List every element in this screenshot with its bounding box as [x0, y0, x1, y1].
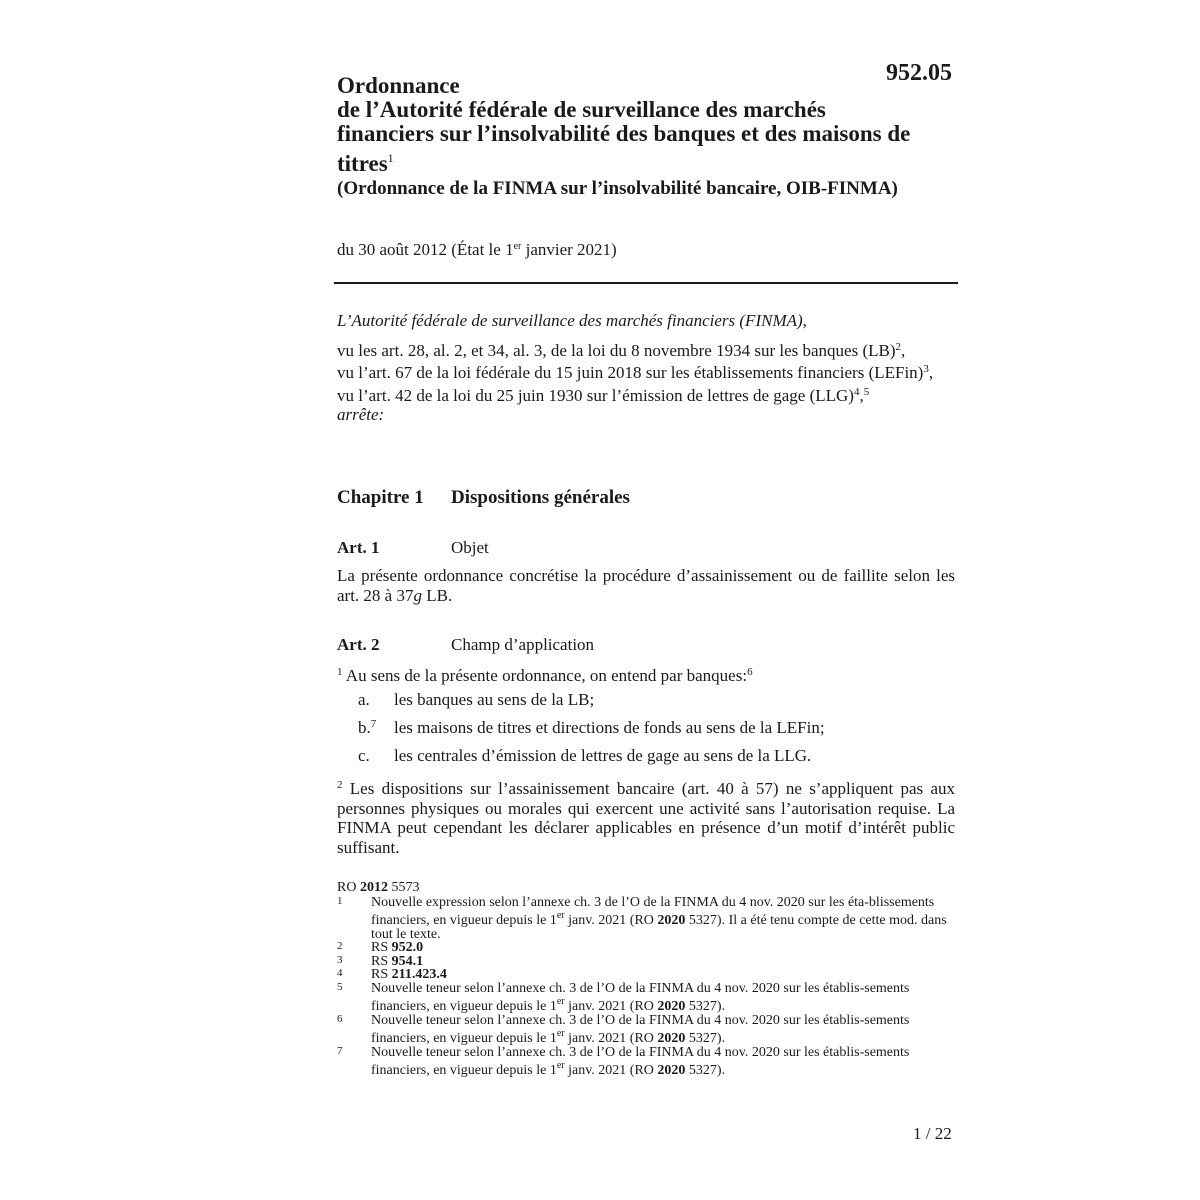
footnote-number: 5 — [337, 980, 343, 993]
preamble-line-2: vu l’art. 67 de la loi fédérale du 15 juin 2018 sur les établissements financiers (LEFin)$^3$, — [337, 363, 934, 382]
ro-reference: RO 2012 5573 — [337, 880, 420, 895]
date-sup: er — [513, 241, 522, 252]
footnote-number: 7 — [337, 1044, 343, 1057]
preamble-line-1-text: vu les art. 28, al. 2, et 34, al. 3, de la loi du 8 novembre 1934 sur les banques (LB) — [337, 340, 896, 360]
article-2-number: Art. 2 — [337, 635, 380, 654]
article-2-para-1 — [337, 663, 955, 686]
footnote-5 — [337, 982, 955, 1014]
footnote-2 — [337, 941, 955, 955]
list-item-label: b.$^7$ — [358, 718, 377, 737]
article-1-text — [337, 566, 955, 605]
rs-number: 952.05 — [886, 60, 952, 86]
date-prefix: du 30 août 2012 (État le 1 — [337, 240, 514, 259]
title-line-2: de l’Autorité fédérale de surveillance des marchés — [337, 97, 826, 122]
preamble — [337, 311, 955, 425]
list-item-text: les banques au sens de la LB; — [394, 690, 595, 709]
footnote-ref-7[interactable]: 7 — [370, 718, 377, 730]
chapter-number: Chapitre 1 — [337, 487, 424, 508]
footnote-ref-6[interactable]: 6 — [747, 666, 753, 678]
footnote-text: Nouvelle teneur selon l’annexe ch. 3 de l’O de la FINMA du 4 nov. 2020 sur les établis-sements financiers, en vigueur depuis le 1er janv. 2021 (RO 2020 5327). — [371, 980, 910, 1014]
article-1-number: Art. 1 — [337, 538, 380, 557]
footnote-7 — [337, 1046, 955, 1078]
para-1-text: Au sens de la présente ordonnance, on entend par banques: — [342, 666, 748, 685]
title-line-4 — [337, 146, 955, 176]
header-divider — [334, 282, 958, 284]
list-item — [337, 690, 955, 718]
article-1-text-main: La présente ordonnance concrétise la procédure d’assainissement ou de faillite selon les art. 28 à 37 — [337, 566, 955, 605]
article-1-title: Objet — [451, 538, 489, 557]
title-line-4-text: titres — [337, 151, 388, 176]
footnote-1 — [337, 896, 955, 942]
footnote-text: RS 954.1 — [371, 953, 424, 969]
title-line-3: financiers sur l’insolvabilité des banques et des maisons de — [337, 121, 911, 146]
list-item-label: a. — [358, 690, 370, 709]
ordinance-subtitle: (Ordonnance de la FINMA sur l’insolvabilité bancaire, OIB-FINMA) — [337, 178, 898, 199]
preamble-authority: L’Autorité fédérale de surveillance des marchés financiers (FINMA), — [337, 311, 807, 330]
date-suffix: janvier 2021) — [521, 240, 617, 259]
list-item — [337, 746, 955, 774]
footnote-list — [337, 896, 955, 1078]
footnote-number: 2 — [337, 940, 343, 952]
footnote-6 — [337, 1014, 955, 1046]
page-number: 1 / 22 — [913, 1124, 952, 1143]
list-item — [337, 718, 955, 746]
article-1-text-g: g — [413, 585, 422, 605]
footnote-text: Nouvelle expression selon l’annexe ch. 3 de l’O de la FINMA du 4 nov. 2020 sur les éta-blissements financiers, en vigueur depuis le 1er janv. 2021 (RO 2020 5327). Il a été tenu compte de cette mod. dans tout le texte. — [371, 894, 947, 942]
list-item-text: les centrales d’émission de lettres de gage au sens de la LLG. — [394, 746, 812, 765]
footnote-number: 3 — [337, 953, 343, 966]
article-2-heading — [337, 635, 595, 655]
chapter-title: Dispositions générales — [451, 487, 630, 508]
article-1-heading — [337, 538, 489, 558]
article-2-para-2 — [337, 776, 955, 857]
title-footnote-ref[interactable]: 1 — [387, 151, 394, 165]
preamble-line-3-text: vu l’art. 42 de la loi du 25 juin 1930 sur l’émission de lettres de gage (LLG) — [337, 385, 854, 405]
footnote-ref-3[interactable]: 3 — [923, 363, 929, 375]
footnote-number: 6 — [337, 1012, 343, 1025]
footnote-4 — [337, 968, 955, 982]
footnote-number: 1 — [337, 894, 343, 907]
footnote-ref-2[interactable]: 2 — [895, 340, 902, 353]
title-line-1: Ordonnance — [337, 73, 460, 98]
preamble-arrete: arrête: — [337, 405, 385, 424]
para-2-text: Les dispositions sur l’assainissement bancaire (art. 40 à 57) ne s’appliquent pas aux personnes physiques ou morales qui exercent une activité sans l’autorisation requise. La FINMA peut cependant les déclarer applicables en présence d’un motif d’intérêt public suffisant. — [337, 779, 955, 857]
para-1-number: 1 — [337, 666, 343, 678]
para-2-number: 2 — [337, 779, 343, 791]
footnote-text: Nouvelle teneur selon l’annexe ch. 3 de l’O de la FINMA du 4 nov. 2020 sur les établis-sements financiers, en vigueur depuis le 1er janv. 2021 (RO 2020 5327). — [371, 1044, 910, 1078]
footnote-text: Nouvelle teneur selon l’annexe ch. 3 de l’O de la FINMA du 4 nov. 2020 sur les établis-sements financiers, en vigueur depuis le 1er janv. 2021 (RO 2020 5327). — [371, 1012, 910, 1046]
article-1-text-end: LB. — [421, 585, 453, 605]
footnote-number: 4 — [337, 967, 343, 979]
footnote-3 — [337, 955, 955, 969]
preamble-line-2-text: vu l’art. 67 de la loi fédérale du 15 juin 2018 sur les établissements financiers (LEFin) — [337, 363, 924, 382]
ordinance-date — [337, 240, 617, 260]
footnote-ref-5[interactable]: 5 — [863, 385, 870, 398]
list-item-label: c. — [358, 746, 370, 765]
footnote-text: RS 952.0 — [371, 940, 424, 955]
footnote-ref-4[interactable]: 4 — [853, 385, 860, 398]
article-2-title: Champ d’application — [451, 635, 595, 654]
preamble-line-3: vu l’art. 42 de la loi du 25 juin 1930 sur l’émission de lettres de gage (LLG)$^4$,$^5$ — [337, 385, 870, 405]
footnotes — [337, 881, 955, 1078]
ordinance-title — [337, 74, 955, 176]
chapter-heading — [337, 487, 630, 509]
preamble-line-1: vu les art. 28, al. 2, et 34, al. 3, de la loi du 8 novembre 1934 sur les banques (LB)$^2$, — [337, 340, 906, 360]
footnote-text: RS 211.423.4 — [371, 967, 447, 982]
article-2-list — [337, 690, 955, 774]
list-item-text: les maisons de titres et directions de fonds au sens de la LEFin; — [394, 718, 825, 737]
